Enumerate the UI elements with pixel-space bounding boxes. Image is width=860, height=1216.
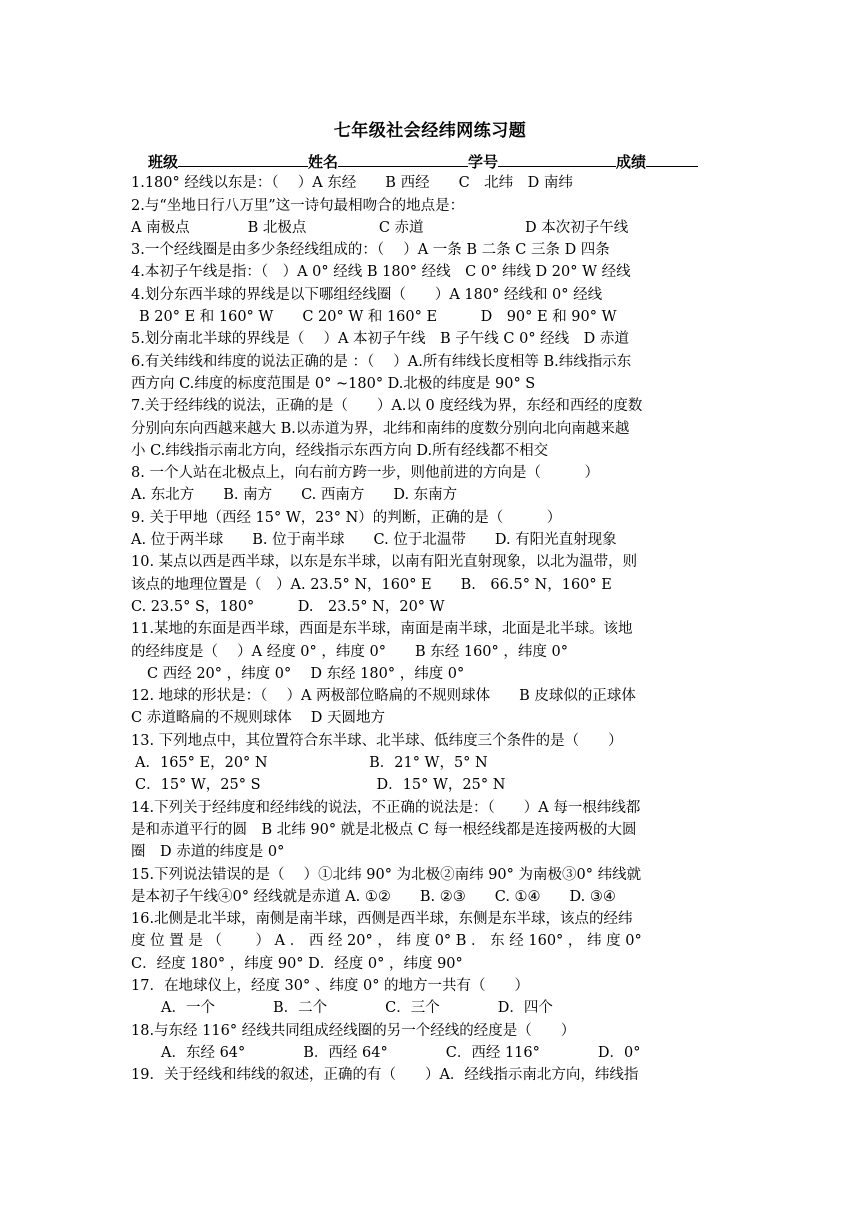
question-line: 11.某地的东面是西半球，西面是东半球，南面是南半球，北面是北半球。该地: [131, 621, 633, 638]
question-line: 圈 D 赤道的纬度是 0°: [131, 844, 285, 861]
id-label: 学号: [468, 153, 499, 171]
question-line: 4.本初子午线是指：（ ）A 0° 经线 B 180° 经线 C 0° 纬线 D 20° W 经线: [131, 264, 631, 281]
question-line: 6.有关纬线和纬度的说法正确的是 ：（ ）A.所有纬线长度相等 B.纬线指示东: [131, 353, 632, 370]
question-line: 5.划分南北半球的界线是（ ）A 本初子午线 B 子午线 C 0° 经线 D 赤道: [131, 331, 629, 348]
question-line: 该点的地理位置是（ ）A. 23.5° N，160° E B. 66.5° N，160° E: [131, 576, 612, 593]
question-line: 是本初子午线④0° 经线就是赤道 A. ①② B. ②③ C. ①④ D. ③④: [131, 888, 616, 905]
question-line: 14.下列关于经纬度和经纬线的说法，不正确的说法是：（ ）A 每一根纬线都: [131, 799, 641, 816]
class-blank[interactable]: [178, 150, 308, 167]
question-line: 19．关于经线和纬线的叙述，正确的有（ ）A．经线指示南北方向，纬线指: [131, 1067, 639, 1084]
question-line: A. 东北方 B. 南方 C. 西南方 D. 东南方: [131, 487, 458, 504]
question-line: 小 C.纬线指示南北方向，经线指示东西方向 D.所有经线都不相交: [131, 442, 549, 459]
question-line: 是和赤道平行的圆 B 北纬 90° 就是北极点 C 每一根经线都是连接两极的大圆: [131, 821, 637, 838]
question-line: C. 23.5° S，180° D. 23.5° N，20° W: [131, 598, 445, 615]
question-line: 10. 某点以西是西半球，以东是东半球，以南有阳光直射现象，以北为温带，则: [131, 554, 638, 571]
question-line: 的经纬度是（ ）A 经度 0° ，纬度 0° B 东经 160° ，纬度 0°: [131, 643, 568, 660]
question-line: 8. 一个人站在北极点上，向右前方跨一步，则他前进的方向是（ ）: [131, 465, 599, 482]
score-blank[interactable]: [646, 150, 698, 167]
name-blank[interactable]: [338, 150, 468, 167]
question-line: A．165° E，20° N B．21° W，5° N: [135, 755, 488, 772]
question-line: A. 位于两半球 B. 位于南半球 C. 位于北温带 D. 有阳光直射现象: [131, 532, 617, 549]
question-line: 4.划分东西半球的界线是以下哪组经线圈（ ）A 180° 经线和 0° 经线: [131, 286, 603, 303]
question-line: 分别向东向西越来越大 B.以赤道为界，北纬和南纬的度数分别向北向南越来越: [131, 420, 630, 437]
question-line: 西方向 C.纬度的标度范围是 0° ~180° D.北极的纬度是 90° S: [131, 375, 536, 392]
question-list: [131, 150, 731, 1086]
question-line: 13. 下列地点中，其位置符合东半球、北半球、低纬度三个条件的是（ ）: [131, 732, 623, 749]
question-line: A．东经 64° B．西经 64° C．西经 116° D．0°: [161, 1044, 641, 1061]
question-line: 3.一个经线圈是由多少条经线组成的：（ ）A 一条 B 二条 C 三条 D 四条: [131, 242, 610, 259]
question-line: A 南极点 B 北极点 C 赤道 D 本次初子午线: [131, 219, 629, 236]
question-line: C 西经 20° ，纬度 0° D 东经 180° ，纬度 0°: [147, 665, 465, 682]
question-line: 15.下列说法错误的是（ ）①北纬 90° 为北极②南纬 90° 为南极③0° 纬线就: [131, 866, 642, 883]
question-line: C 赤道略扁的不规则球体 D 天圆地方: [131, 710, 386, 727]
question-line: 9. 关于甲地（西经 15° W，23° N）的判断，正确的是（ ）: [131, 509, 562, 526]
question-line: C．经度 180° ，纬度 90° D．经度 0° ，纬度 90°: [131, 955, 463, 972]
question-line: C．15° W，25° S D．15° W，25° N: [135, 777, 506, 794]
question-line: 12. 地球的形状是：（ ）A 两极部位略扁的不规则球体 B 皮球似的正球体: [131, 688, 636, 705]
student-info-header: [131, 150, 731, 172]
question-line: 17．在地球仪上，经度 30° 、纬度 0° 的地方一共有（ ）: [131, 977, 530, 994]
question-line: 7.关于经纬线的说法，正确的是（ ）A.以 0 度经线为界，东经和西经的度数: [131, 398, 643, 415]
question-line: 度 位 置 是 （ ） A ． 西 经 20° ， 纬 度 0° B ． 东 经 160° ， 纬 度 0°: [131, 933, 642, 950]
question-line: 2.与“坐地日行八万里”这一诗句最相吻合的地点是：: [131, 197, 465, 214]
question-line: B 20° E 和 160° W C 20° W 和 160° E D 90° E 和 90° W: [139, 309, 617, 326]
id-blank[interactable]: [498, 150, 616, 167]
page-title: 七年级社会经纬网练习题: [333, 121, 527, 141]
question-line: A．一个 B．二个 C．三个 D．四个: [161, 1000, 553, 1017]
score-label: 成绩: [616, 153, 647, 171]
name-label: 姓名: [308, 153, 339, 171]
question-line: 18.与东经 116° 经线共同组成经线圈的另一个经线的经度是（ ）: [131, 1022, 576, 1039]
class-label: 班级: [148, 153, 179, 171]
question-line: 16.北侧是北半球，南侧是南半球，西侧是西半球，东侧是东半球，该点的经纬: [131, 911, 633, 928]
question-line: 1.180° 经线以东是：（ ）A 东经 B 西经 C 北纬 D 南纬: [131, 175, 573, 192]
